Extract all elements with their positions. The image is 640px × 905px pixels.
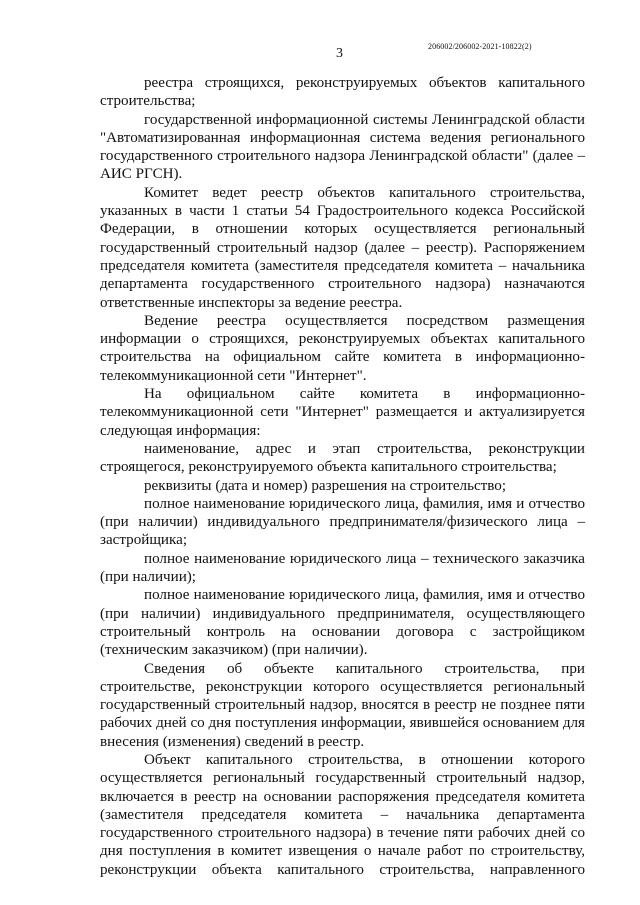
paragraph-object-inclusion: Объект капитального строительства, в отношении которого осуществляется региональный государственный строительный надзор, включается в реестр на основании распоряжения председателя комитета (заместителя председателя комитета – начальника департамента государственного строительного надзора) в течение пяти рабочих дней со дня поступления в комитет извещения о начале работ по строительству, реконструкции объекта капитального строительства, направленного <box>100 751 585 878</box>
list-item-name-address: наименование, адрес и этап строительства, реконструкции строящегося, реконструируемого объекта капитального строительства; <box>100 440 585 476</box>
list-item-technical-customer: полное наименование юридического лица – технического заказчика (при наличии); <box>100 550 585 586</box>
document-body <box>100 74 585 879</box>
list-item-developer: полное наименование юридического лица, фамилия, имя и отчество (при наличии) индивидуального предпринимателя/физического лица – застройщика; <box>100 495 585 549</box>
page-number: 3 <box>336 46 343 61</box>
paragraph-registry-maintenance: Ведение реестра осуществляется посредством размещения информации о строящихся, реконструируемых объектах капитального строительства на официальном сайте комитета в информационно-телекоммуникационной сети "Интернет". <box>100 312 585 384</box>
paragraph-committee-registry: Комитет ведет реестр объектов капитального строительства, указанных в части 1 статьи 54 Градостроительного кодекса Российской Федерации, в отношении которых осуществляется региональный государственный строительный надзор (далее – реестр). Распоряжением председателя комитета (заместителя председателя комитета – начальника департамента государственного строительного надзора) назначаются ответственные инспекторы за ведение реестра. <box>100 184 585 311</box>
paragraph-registry-entry-deadline: Сведения об объекте капитального строительства, при строительстве, реконструкции которого осуществляется региональный государственный строительный надзор, вносятся в реестр не позднее пяти рабочих дней со дня поступления информации, явившейся основанием для внесения (изменения) сведений в реестр. <box>100 660 585 750</box>
paragraph-website-info: На официальном сайте комитета в информационно-телекоммуникационной сети "Интернет" размещается и актуализируется следующая информация: <box>100 386 585 439</box>
list-item-construction-control: полное наименование юридического лица, фамилия, имя и отчество (при наличии) индивидуального предпринимателя, осуществляющего строительный контроль на основании договора с застройщиком (техническим заказчиком) (при наличии). <box>100 587 585 659</box>
list-item-permit: реквизиты (дата и номер) разрешения на строительство; <box>144 477 507 494</box>
paragraph-ais-rgsn: государственной информационной системы Ленинградской области "Автоматизированная информационная система ведения регионального государственного строительного надзора Ленинградской области" (далее – АИС РГСН). <box>100 111 585 183</box>
document-id: 206002/206002-2021-10822(2) <box>428 42 532 51</box>
paragraph-registry-objects: реестра строящихся, реконструируемых объектов капитального строительства; <box>100 75 585 110</box>
